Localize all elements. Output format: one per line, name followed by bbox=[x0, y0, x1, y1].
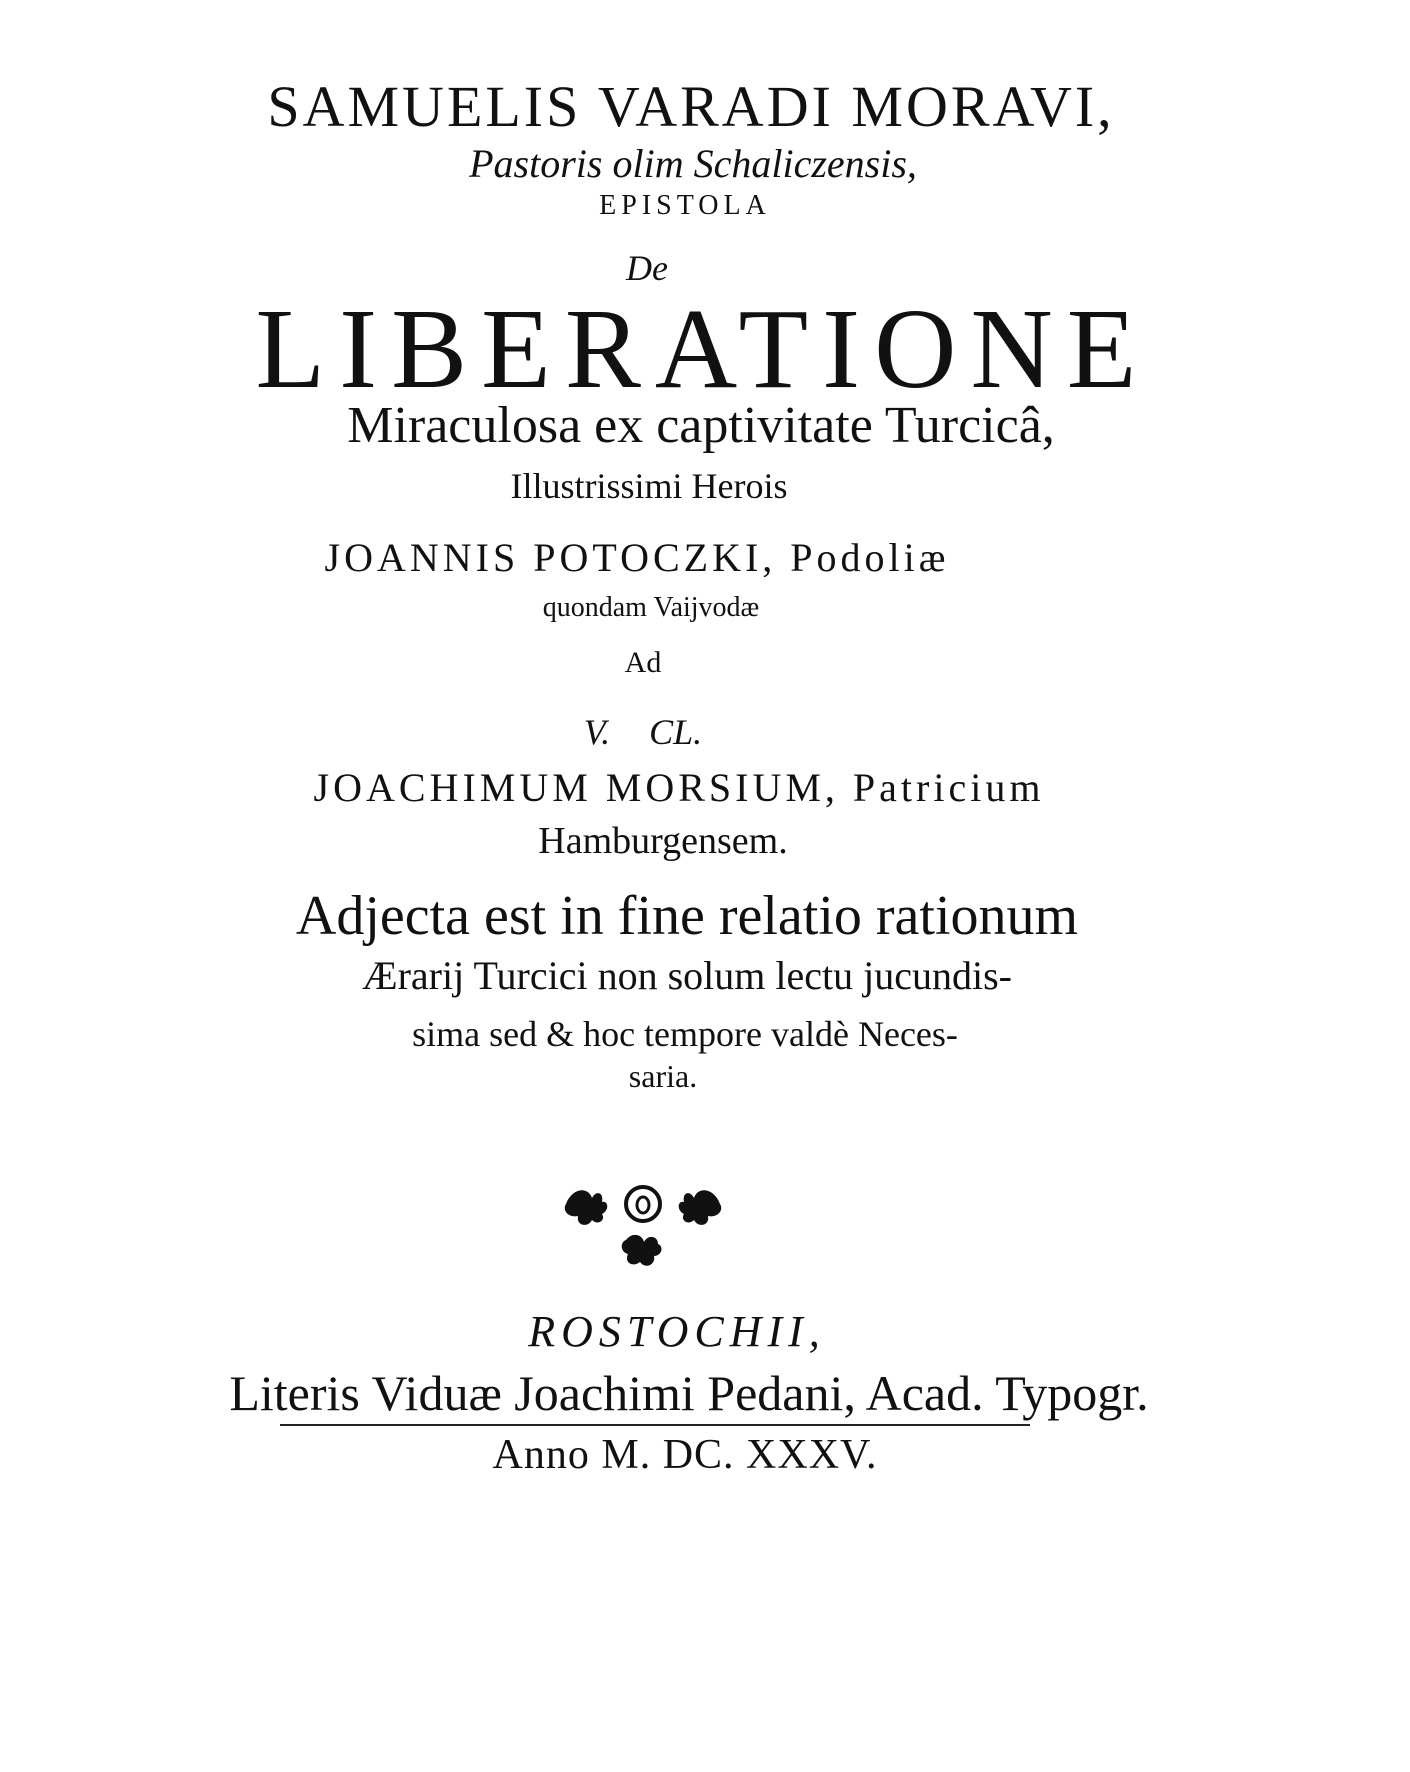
genre-heading: EPISTOLA bbox=[599, 190, 771, 221]
de-word: De bbox=[626, 248, 668, 288]
subject-name: JOANNIS POTOCZKI, Podoliæ bbox=[324, 535, 950, 580]
subject-office: quondam Vaijvodæ bbox=[542, 592, 760, 623]
recipient-city: Hamburgensem. bbox=[538, 820, 788, 862]
subtitle: Miraculosa ex captivitate Turcicâ, bbox=[347, 397, 1055, 454]
appendix-line-2: Ærarij Turcici non solum lectu jucundis- bbox=[362, 953, 1012, 998]
appendix-line-3: sima sed & hoc tempore valdè Neces- bbox=[412, 1014, 958, 1054]
printers-ornament-icon bbox=[558, 1170, 728, 1280]
recipient-name: JOACHIMUM MORSIUM, Patricium bbox=[313, 765, 1045, 810]
author-role: Pastoris olim Schaliczensis, bbox=[469, 141, 917, 186]
imprint-rule bbox=[280, 1424, 1030, 1426]
main-title: LIBERATIONE bbox=[255, 285, 1151, 412]
appendix-line-1: Adjecta est in fine relatio rationum bbox=[295, 885, 1079, 947]
imprint-place: ROSTOCHII, bbox=[528, 1307, 826, 1356]
appendix-line-4: saria. bbox=[628, 1058, 698, 1094]
vcl-abbrev: V. CL. bbox=[583, 712, 703, 752]
ad-word: Ad bbox=[624, 646, 662, 679]
imprint-year: Anno M. DC. XXXV. bbox=[492, 1432, 878, 1478]
imprint-printer: Literis Viduæ Joachimi Pedani, Acad. Typogr. bbox=[229, 1365, 1149, 1421]
author-name: SAMUELIS VARADI MORAVI, bbox=[267, 74, 1115, 139]
honorific: Illustrissimi Herois bbox=[510, 466, 788, 506]
